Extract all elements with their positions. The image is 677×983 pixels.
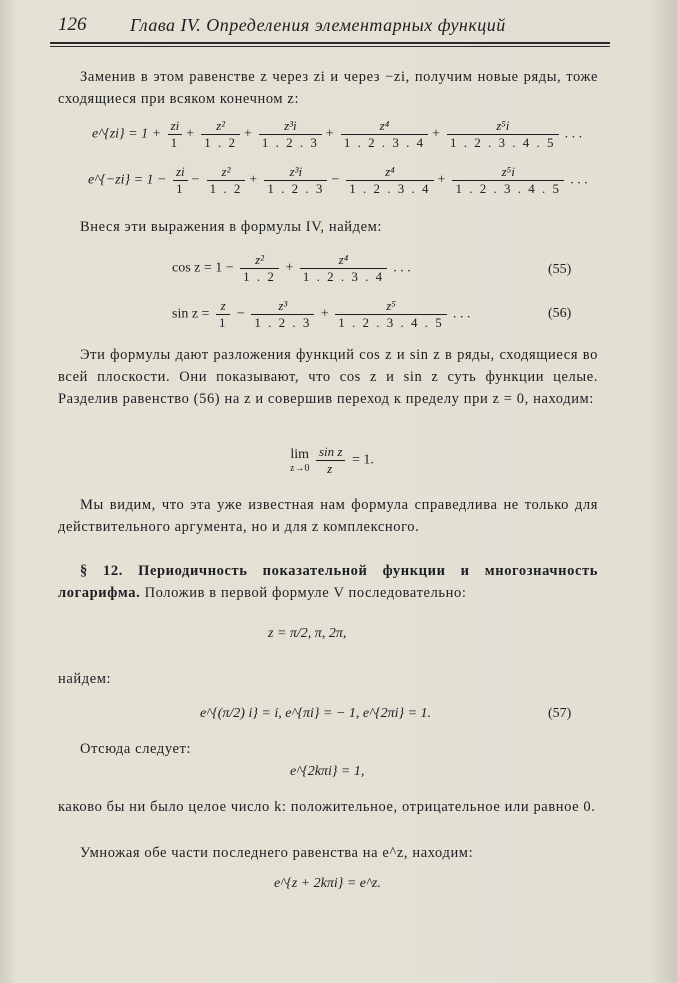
paragraph-substitution: Заменив в этом равенстве z через zi и через −zi, получим новые ряды, тоже сходящиеся при всяком конечном z:	[58, 69, 598, 107]
series-term: $\frac{zi}{1}$	[168, 118, 183, 151]
series-lhs: e^{zi} = 1 +	[92, 126, 162, 142]
paragraph-expansions: Эти формулы дают разложения функций cos z и sin z в ряды, сходящиеся во всей плоскости. Они показывают, что cos z и sin z суть функции целые. Разделив равенство (56) на z и совершив переход к пределу при z = 0, находим:	[58, 347, 598, 407]
equation-periodicity: e^{z + 2kπi} = e^z.	[274, 876, 381, 891]
series-exp-negative: e^{−zi} = 1 − $\frac{zi}{1}$ − $\frac{\text{z²}}{1 . 2}$ + $\frac{\text{z³i}}{1 . 2 . 3}$ − $\frac{\text{z⁴}}{1 . 2 . 3 . 4}$ + $\frac{\text{z⁵i}}{1 . 2 . 3 . 4 . 5}$ . . .	[88, 164, 588, 196]
chapter-title: Глава IV. Определения элементарных функций	[130, 15, 506, 35]
series-term: $\frac{zi}{1}$	[173, 164, 188, 197]
series-exp-positive: e^{zi} = 1 + $\frac{zi}{1}$ + $\frac{\text{z²}}{1 . 2}$ + $\frac{\text{z³i}}{1 . 2 . 3}$ + $\frac{\text{z⁴}}{1 . 2 . 3 . 4}$ + $\frac{\text{z⁵i}}{1 . 2 . 3 . 4 . 5}$ . . .	[92, 118, 583, 150]
limit-formula: lim z→0 $\frac{\text{sin z}}{z}$ = 1.	[290, 444, 374, 476]
series-term: $\frac{\text{z⁵i}}{1 . 2 . 3 . 4 . 5}$	[452, 164, 564, 197]
section-heading: § 12. Периодичность показательной функции и многозначность логарифма.	[58, 563, 598, 601]
equation-57: e^{(π/2) i} = i, e^{πi} = − 1, e^{2πi} = 1.	[200, 706, 432, 721]
paragraph-insert: Внеся эти выражения в формулы IV, найдем:	[80, 219, 383, 235]
paragraph-integer-k: каково бы ни было целое число k: положительное, отрицательное или равное 0.	[58, 799, 596, 815]
series-term: $\frac{\text{z⁴}}{1 . 2 . 3 . 4}$	[341, 118, 428, 151]
equation-number-56: (56)	[548, 306, 572, 321]
series-term: $\frac{\text{z⁴}}{1 . 2 . 3 . 4}$	[346, 164, 433, 197]
section-12	[58, 560, 598, 604]
equation-period: e^{2kπi} = 1,	[290, 764, 365, 779]
paragraph-find: найдем:	[58, 671, 112, 687]
series-term: $\frac{\text{z³i}}{1 . 2 . 3}$	[264, 164, 327, 197]
equation-number-57: (57)	[548, 706, 572, 721]
paragraph-multiply: Умножая обе части последнего равенства на e^z, находим:	[80, 845, 474, 861]
sin-series-formula: sin z = $\frac{z}{1}$ − $\frac{\text{z³}}{1 . 2 . 3}$ + $\frac{\text{z⁵}}{1 . 2 . 3 . 4 . 5}$ . . .	[172, 298, 471, 330]
series-term: $\frac{\text{z⁵i}}{1 . 2 . 3 . 4 . 5}$	[447, 118, 559, 151]
equation-number-55: (55)	[548, 262, 572, 277]
series-tail: . . .	[565, 126, 583, 142]
series-tail: . . .	[570, 172, 588, 188]
paragraph-complex: Мы видим, что эта уже известная нам формула справедлива не только для действительного аргумента, но и для z комплексного.	[58, 497, 598, 535]
header-rule-thin	[50, 46, 610, 47]
page-number: 126	[58, 14, 87, 35]
series-term: $\frac{\text{z²}}{1 . 2}$	[207, 164, 246, 197]
paragraph-hence: Отсюда следует:	[80, 741, 192, 757]
z-values: z = π/2, π, 2π,	[268, 626, 347, 641]
header-rule	[50, 42, 610, 44]
cos-series-formula: cos z = 1 − $\frac{\text{z²}}{1 . 2}$ + $\frac{\text{z⁴}}{1 . 2 . 3 . 4}$ . . .	[172, 252, 412, 284]
section-text: Положив в первой формуле V последовательно:	[144, 585, 467, 601]
series-term: $\frac{\text{z²}}{1 . 2}$	[201, 118, 240, 151]
series-lhs: e^{−zi} = 1 −	[88, 172, 167, 188]
series-term: $\frac{\text{z³i}}{1 . 2 . 3}$	[259, 118, 322, 151]
